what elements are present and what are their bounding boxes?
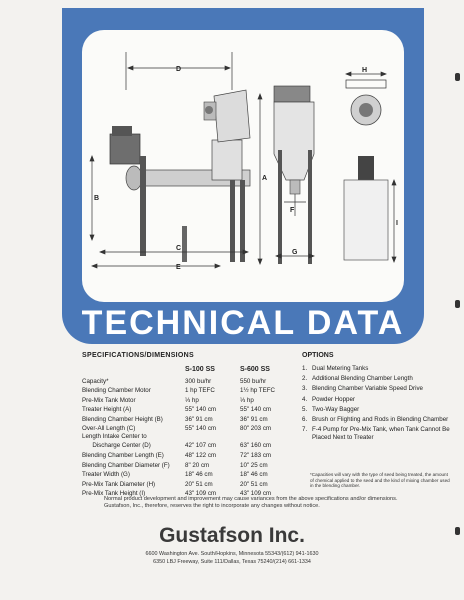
- technical-data-title: TECHNICAL DATA: [81, 304, 405, 342]
- spec-row: Blending Chamber Motor 1 hp TEFC 1½ hp TEFC: [82, 387, 275, 395]
- binder-hole: [455, 300, 460, 308]
- spec-row: Blending Chamber Length (E) 48" 122 cm 72" 183 cm: [82, 452, 272, 460]
- spec-row: Treater Width (G) 18" 46 cm 18" 46 cm: [82, 471, 268, 479]
- diagram-frame: [82, 30, 404, 302]
- option-item: 7. F-4 Pump for Pre-Mix Tank, when Tank Cannot Be Placed Next to Treater: [302, 426, 450, 442]
- label-g: G: [292, 249, 298, 256]
- spec-row: Pre-Mix Tank Motor ⅓ hp ⅓ hp: [82, 396, 254, 404]
- company-name: Gustafson Inc.: [159, 524, 305, 547]
- label-d: D: [176, 66, 182, 73]
- s100-column-header: S-100 SS: [185, 366, 215, 373]
- specifications-heading: SPECIFICATIONS/DIMENSIONS: [82, 352, 194, 359]
- label-f: F: [290, 207, 295, 214]
- specifications-table: [82, 377, 304, 498]
- blending-chamber-machine: [110, 90, 250, 262]
- treater-end-view: [274, 86, 314, 264]
- seed-treater-diagram: [82, 30, 404, 302]
- option-item: 2. Additional Blending Chamber Length: [302, 375, 413, 383]
- label-c: C: [176, 245, 182, 252]
- options-heading: OPTIONS: [302, 352, 334, 359]
- option-item: 3. Blending Chamber Variable Speed Drive: [302, 385, 423, 393]
- label-a: A: [262, 175, 268, 182]
- spec-row: Blending Chamber Diameter (F) 8" 20 cm 10" 25 cm: [82, 461, 268, 469]
- binder-hole: [455, 73, 460, 81]
- options-list: [302, 365, 452, 444]
- spec-row: Treater Height (A) 55" 140 cm 55" 140 cm: [82, 406, 272, 414]
- address-line-1: 6600 Washington Ave. South/Hopkins, Minnesota 55343/(612) 941-1630: [145, 551, 319, 557]
- label-b: B: [94, 195, 100, 202]
- spec-row: Length Intake Center to Discharge Center (D) 42" 107 cm 63" 160 cm: [82, 433, 272, 450]
- spec-row: Over-All Length (C) 55" 140 cm 80" 203 cm: [82, 424, 272, 432]
- label-e: E: [176, 264, 181, 271]
- option-item: 5. Two-Way Bagger: [302, 405, 360, 413]
- change-notice: Normal product development and improvement may cause variances from the above specifications and/or dimensions. Gustafson, Inc., therefore, reserves the right to incorporate any changes without notice.: [104, 496, 398, 509]
- option-item: 4. Powder Hopper: [302, 395, 355, 403]
- label-h: H: [362, 67, 368, 74]
- capacity-footnote: *Capacities will vary with the type of seed being treated, the amount of chemical applied to the seed and the kind of mixing chamber used in the blending chamber.: [310, 472, 450, 489]
- address-line-2: 6350 LBJ Freeway, Suite 111/Dallas, Texas 75240/(214) 661-1334: [153, 559, 311, 565]
- spec-row: Blending Chamber Height (B) 36" 91 cm 36" 91 cm: [82, 415, 268, 423]
- option-item: 6. Brush or Flighting and Rods in Blending Chamber: [302, 415, 449, 423]
- label-i: I: [396, 220, 398, 227]
- dimension-c-e: [92, 250, 248, 268]
- option-item: 1. Dual Metering Tanks: [302, 365, 369, 372]
- s600-column-header: S-600 SS: [240, 366, 270, 373]
- pre-mix-tank: [344, 80, 388, 260]
- spec-row: Capacity* 300 bu/hr 550 bu/hr: [82, 378, 267, 385]
- spec-row: Pre-Mix Tank Diameter (H) 20" 51 cm 20" 51 cm: [82, 480, 268, 488]
- spec-row: Pre-Mix Tank Height (I) 43" 109 cm 43" 109 cm: [82, 489, 272, 497]
